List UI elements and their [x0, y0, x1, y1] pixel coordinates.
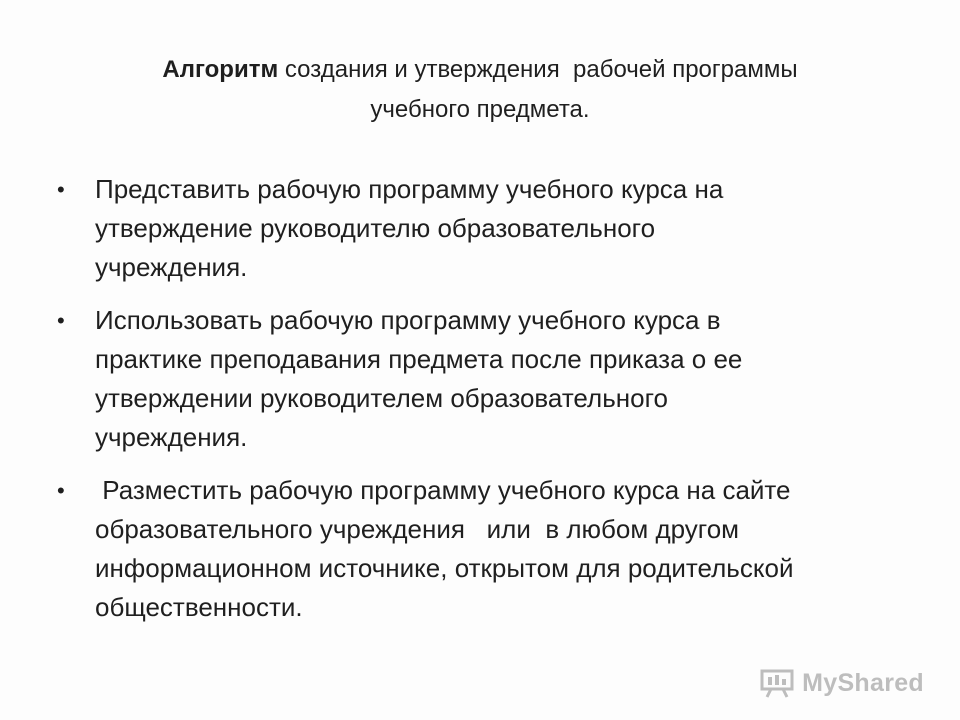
title-line-2: учебного предмета.	[370, 96, 590, 123]
bullet-list	[57, 170, 907, 641]
bullet-item	[57, 170, 907, 287]
bullet-line: утверждении руководителем образовательного	[95, 383, 668, 413]
bullet-line: Использовать рабочую программу учебного курса в	[95, 305, 721, 335]
title-line-1-rest: создания и утверждения рабочей программы	[278, 56, 798, 83]
bullet-line: учреждения.	[95, 422, 248, 452]
bullet-icon: •	[57, 308, 65, 333]
bullet-item	[57, 301, 907, 457]
bullet-item	[57, 471, 907, 627]
watermark	[760, 668, 924, 698]
bullet-line: Представить рабочую программу учебного курса на	[95, 174, 724, 204]
bullet-line: информационном источнике, открытом для родительской	[95, 553, 794, 583]
bullet-line: практике преподавания предмета после приказа о ее	[95, 344, 743, 374]
bullet-line: утверждение руководителю образовательного	[95, 213, 656, 243]
slide-title	[60, 50, 900, 130]
bullet-line: учреждения.	[95, 252, 248, 282]
watermark-text: MyShared	[802, 668, 924, 697]
bullet-line: Разместить рабочую программу учебного курса на сайте	[95, 475, 791, 505]
bullet-line: общественности.	[95, 592, 303, 622]
title-line-1	[60, 50, 900, 90]
title-bold-word: Алгоритм	[162, 56, 279, 83]
bullet-line: образовательного учреждения или в любом другом	[95, 514, 740, 544]
bullet-icon: •	[57, 478, 65, 503]
presentation-board-icon	[760, 668, 794, 698]
bullet-icon: •	[57, 177, 65, 202]
